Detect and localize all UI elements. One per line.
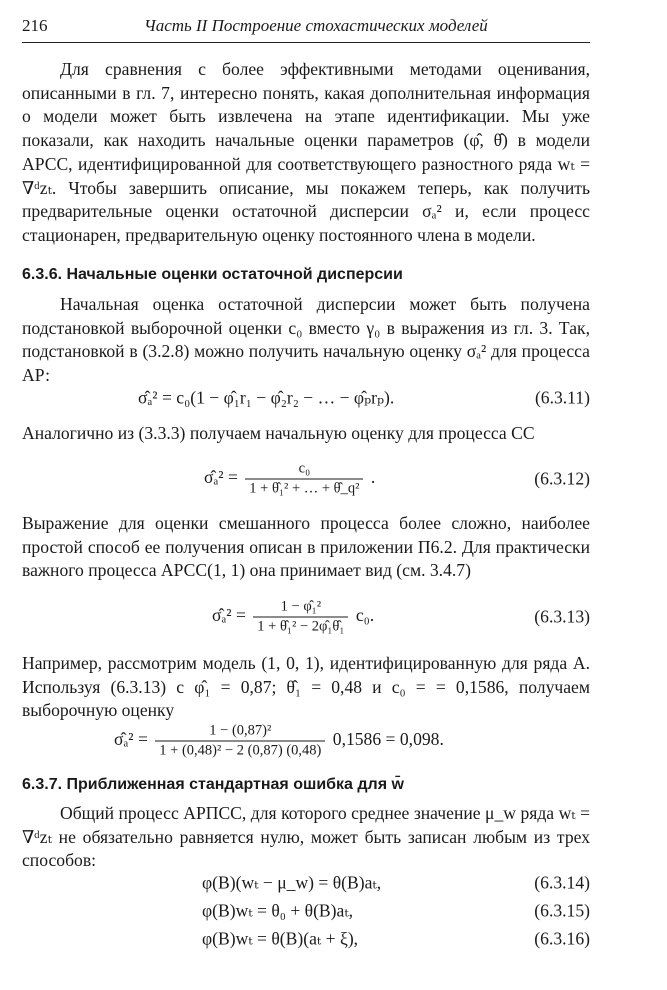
- section-6-3-6-para1-block: [22, 293, 590, 388]
- equation-6-3-13-lhs: σ̂ₐ² =: [212, 605, 246, 626]
- equation-6-3-12: [22, 456, 590, 502]
- equation-6-3-13: [22, 592, 590, 642]
- equation-numeric-denominator: 1 + (0,48)² − 2 (0,87) (0,48): [159, 742, 322, 759]
- equation-6-3-13-numerator: 1 − φ̂₁²: [253, 599, 348, 618]
- equation-6-3-13-tail: c₀.: [355, 605, 375, 626]
- equation-6-3-16-number: (6.3.16): [534, 928, 590, 949]
- section-6-3-6-heading-block: [22, 266, 590, 284]
- section-6-3-6-para4-block: [22, 652, 590, 723]
- section-6-3-6-para3-block: [22, 512, 590, 583]
- equation-numeric-estimate: [22, 718, 590, 764]
- equation-6-3-12-body: [204, 461, 375, 498]
- equation-6-3-12-denominator: 1 + θ̂₁² + … + θ̂_q²: [249, 480, 360, 497]
- section-6-3-7-paragraph: Общий процесс АРПСС, для которого среднее значение μ_w ряда wₜ = ∇ᵈzₜ не обязательно равняется нулю, может быть записан любым из трех способов:: [22, 803, 590, 871]
- equation-6-3-12-number: (6.3.12): [534, 468, 590, 489]
- intro-block: [22, 58, 590, 248]
- equation-6-3-13-denominator: 1 + θ̂₁² − 2φ̂₁θ̂₁: [257, 618, 345, 635]
- equation-6-3-11-number: (6.3.11): [534, 387, 590, 408]
- section-6-3-6-paragraph-3: Выражение для оценки смешанного процесса более сложно, наиболее простой способ ее получения описан в приложении П6.2. Для практически важного процесса АРСС(1, 1) она принимает вид (см. 3.4.7): [22, 513, 590, 581]
- equation-6-3-14-body: φ(B)(wₜ − μ_w) = θ(B)aₜ,: [202, 872, 382, 893]
- equation-6-3-13-number: (6.3.13): [534, 606, 590, 627]
- equation-6-3-16: [22, 924, 590, 954]
- section-6-3-7-heading-block: [22, 776, 590, 794]
- equation-numeric-fraction: [155, 723, 325, 760]
- section-6-3-6-para2-block: [22, 422, 590, 446]
- equation-6-3-13-fraction: [253, 599, 348, 636]
- equation-6-3-15: [22, 896, 590, 926]
- section-6-3-6-paragraph-1: Начальная оценка остаточной дисперсии может быть получена подстановкой выборочной оценки c₀ вместо γ₀ в выражения из гл. 3. Так, подстановкой в (3.2.8) можно получить начальную оценку σₐ² для процесса АР:: [22, 294, 590, 386]
- page-number: 216: [22, 16, 48, 35]
- equation-6-3-13-body: [212, 599, 374, 636]
- equation-6-3-12-tail: .: [370, 467, 376, 488]
- equation-6-3-12-lhs: σ̂ₐ² =: [204, 467, 238, 488]
- section-6-3-6-paragraph-4: Например, рассмотрим модель (1, 0, 1), идентифицированную для ряда А. Используя (6.3.13) с φ̂₁ = 0,87; θ̂₁ = 0,48 и c₀ = = 0,1586, получаем выборочную оценку: [22, 653, 590, 721]
- equation-6-3-12-numerator: c₀: [245, 461, 363, 480]
- equation-6-3-14: [22, 868, 590, 898]
- equation-numeric-lhs: σ̂ₐ² =: [114, 729, 148, 750]
- equation-6-3-15-body: φ(B)wₜ = θ₀ + θ(B)aₜ,: [202, 900, 354, 921]
- section-6-3-6-heading: 6.3.6. Начальные оценки остаточной дисперсии: [22, 266, 403, 283]
- equation-numeric-numerator: 1 − (0,87)²: [155, 723, 325, 742]
- section-6-3-7-heading: 6.3.7. Приближенная стандартная ошибка для w̄: [22, 776, 404, 793]
- section-6-3-6-paragraph-2: Аналогично из (3.3.3) получаем начальную оценку для процесса СС: [22, 423, 535, 443]
- running-title: Часть II Построение стохастических моделей: [144, 16, 488, 35]
- page-header: [22, 12, 590, 43]
- intro-paragraph: Для сравнения с более эффективными методами оценивания, описанными в гл. 7, интересно понять, какая дополнительная информация о модели может быть извлечена на этапе идентификации. Мы уже показали, как находить начальные оценки параметров (φ̂, θ̂) в модели АРСС, идентифицированной для соответствующего разностного ряда wₜ = ∇ᵈzₜ. Чтобы завершить описание, мы покажем теперь, как получить предварительные оценки остаточной дисперсии σₐ² и, если процесс стационарен, предварительную оценку постоянного члена в модели.: [22, 59, 590, 245]
- equation-6-3-12-fraction: [245, 461, 363, 498]
- equation-6-3-11: [22, 378, 590, 418]
- equation-6-3-16-body: φ(B)wₜ = θ(B)(aₜ + ξ),: [202, 928, 359, 949]
- section-6-3-7-para-block: [22, 802, 590, 873]
- equation-numeric-tail: 0,1586 = 0,098.: [332, 729, 444, 750]
- equation-numeric-body: [114, 723, 444, 760]
- equation-6-3-14-number: (6.3.14): [534, 872, 590, 893]
- equation-6-3-15-number: (6.3.15): [534, 900, 590, 921]
- equation-6-3-11-body: σ̂ₐ² = c₀(1 − φ̂₁r₁ − φ̂₂r₂ − … − φ̂ₚrₚ).: [138, 387, 395, 408]
